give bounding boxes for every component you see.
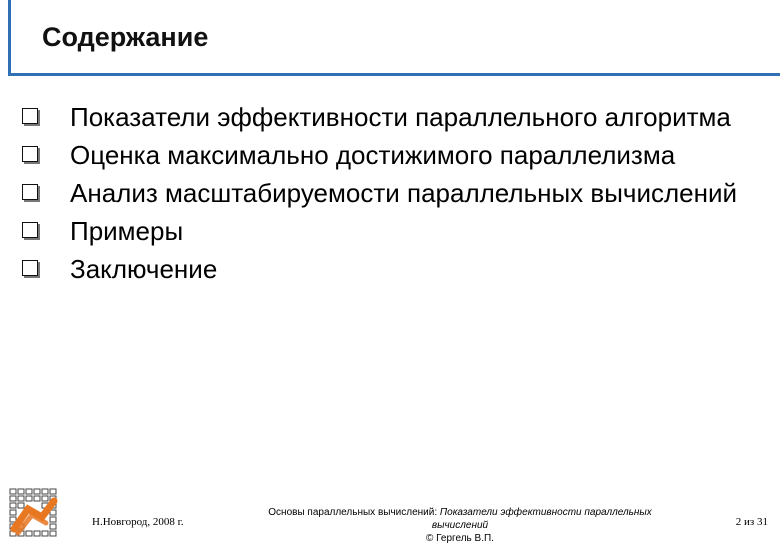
footer-page-number: 2 из 31 <box>735 516 768 528</box>
slide-title: Содержание <box>42 22 209 52</box>
list-item <box>22 176 762 210</box>
checkbox-bullet-icon <box>22 146 38 162</box>
list-item <box>22 252 762 286</box>
university-logo-icon <box>8 487 62 537</box>
list-item-text: Анализ масштабируемости параллельных вычислений <box>70 178 737 208</box>
checkbox-bullet-icon <box>22 222 38 238</box>
list-item-text: Примеры <box>70 216 184 246</box>
footer-copyright: © Гергель В.П. <box>426 533 494 544</box>
list-item-text: Показатели эффективности параллельного алгоритма <box>70 102 731 132</box>
list-item <box>22 100 762 134</box>
checkbox-bullet-icon <box>22 260 38 276</box>
list-item-text: Оценка максимально достижимого параллелизма <box>70 140 676 170</box>
list-item <box>22 214 762 248</box>
footer-course-info <box>250 506 670 545</box>
contents-list <box>22 100 762 290</box>
list-item <box>22 138 762 172</box>
footer-lecture-title: Показатели эффективности параллельных вычислений <box>431 507 652 531</box>
list-item-text: Заключение <box>70 254 218 284</box>
checkbox-bullet-icon <box>22 108 38 124</box>
checkbox-bullet-icon <box>22 184 38 200</box>
footer-location-date: Н.Новгород, 2008 г. <box>92 516 184 528</box>
footer-course-name: Основы параллельных вычислений: <box>268 507 438 518</box>
